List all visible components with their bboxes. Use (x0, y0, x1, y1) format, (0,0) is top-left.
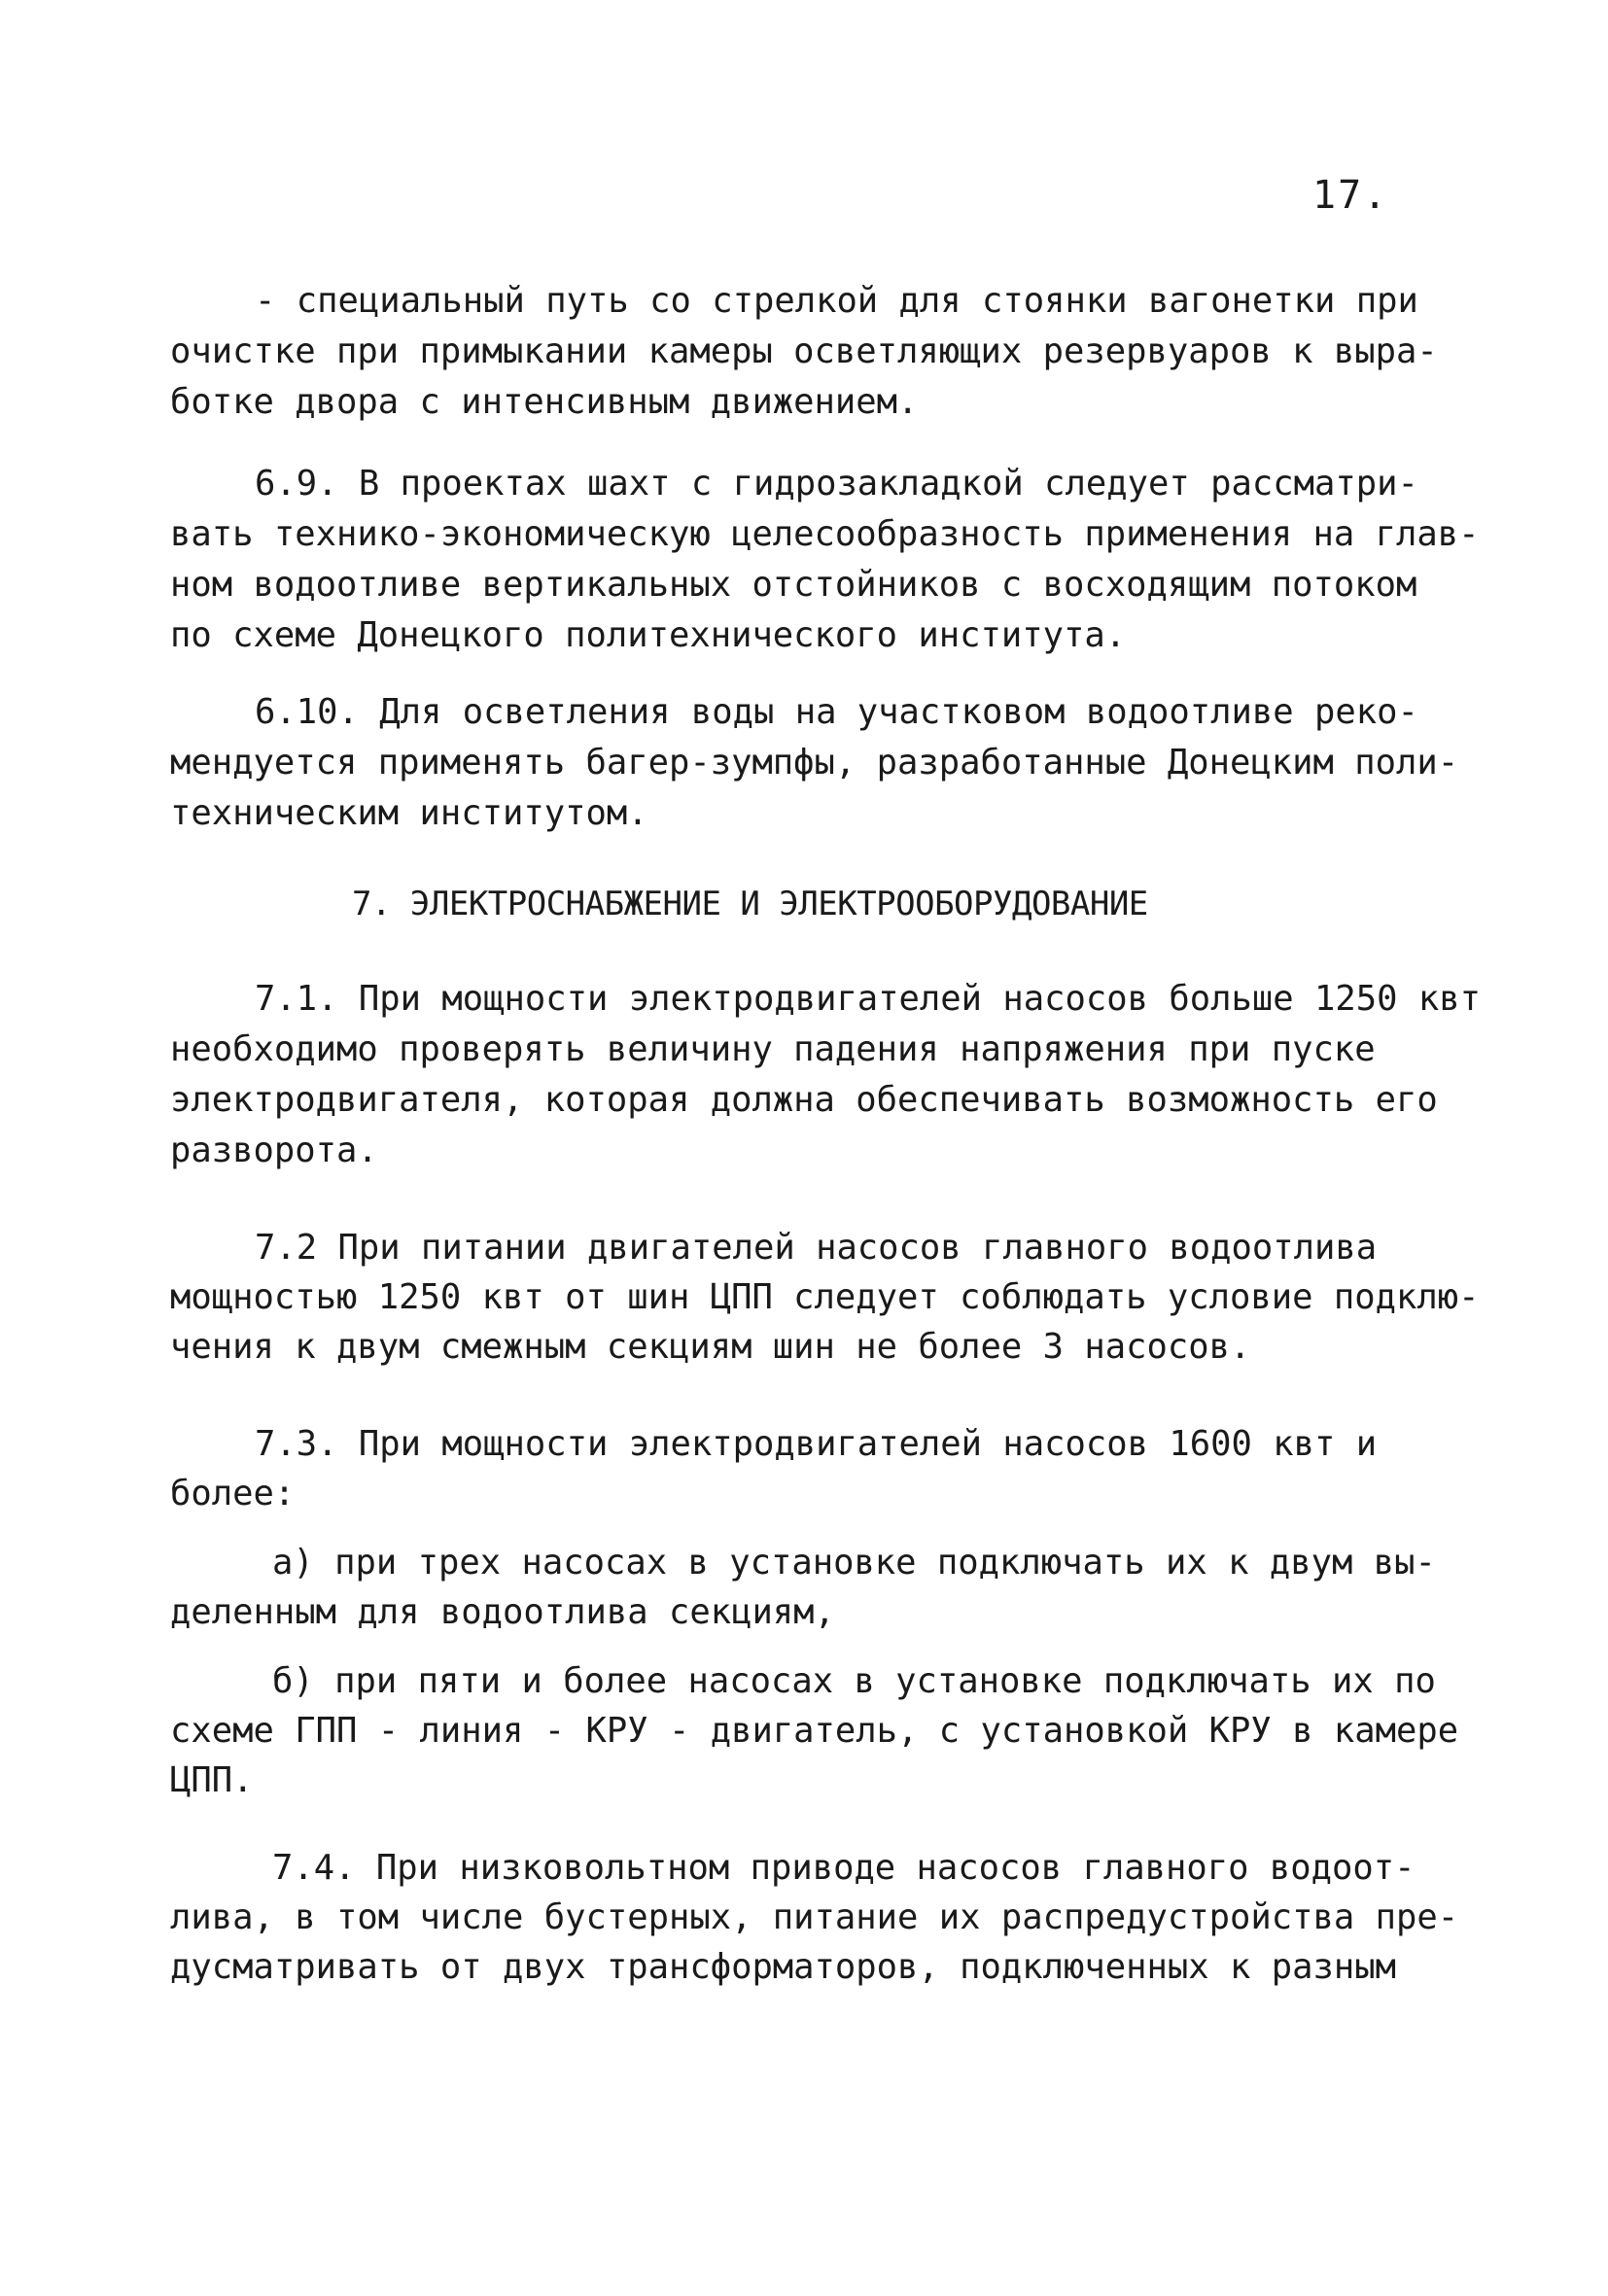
text-line: 7.1. При мощности электродвигателей насосов больше 1250 квт (255, 979, 1481, 1019)
text-line: мендуется применять багер-зумпфы, разработанные Донецким поли- (170, 743, 1459, 783)
text-line: чения к двум смежным секциям шин не более 3 насосов. (170, 1327, 1251, 1367)
text-line: электродвигателя, которая должна обеспечивать возможность его (170, 1080, 1438, 1120)
text-line: по схеме Донецкого политехнического института. (170, 615, 1127, 655)
text-line: - специальный путь со стрелкой для стоянки вагонетки при (255, 281, 1418, 321)
text-line: 6.10. Для осветления воды на участковом водоотливе реко- (255, 692, 1418, 732)
section-heading: 7. ЭЛЕКТРОСНАБЖЕНИЕ И ЭЛЕКТРООБОРУДОВАНИЕ (352, 885, 1148, 923)
text-line: очистке при примыкании камеры осветляющих резервуаров к выра- (170, 331, 1438, 371)
text-line: 7.4. При низковольтном приводе насосов главного водоот- (272, 1848, 1416, 1888)
text-line: б) при пяти и более насосах в установке подключать их по (272, 1661, 1436, 1701)
text-line: схеме ГПП - линия - КРУ - двигатель, с установкой КРУ в камере (170, 1711, 1459, 1751)
text-line: ном водоотливе вертикальных отстойников с восходящим потоком (170, 565, 1417, 605)
text-line: 7.2 При питании двигателей насосов главного водоотлива (255, 1228, 1378, 1268)
text-line: ЦПП. (170, 1760, 254, 1800)
page-number: 17. (1312, 173, 1389, 218)
text-line: более: (170, 1474, 296, 1513)
text-line: а) при трех насосах в установке подключать их к двум вы- (272, 1543, 1436, 1583)
text-line: необходимо проверять величину падения напряжения при пуске (170, 1029, 1376, 1069)
text-line: разворота. (170, 1131, 378, 1170)
text-line: ботке двора с интенсивным движением. (170, 382, 919, 422)
text-line: техническим институтом. (170, 793, 648, 833)
text-line: 6.9. В проектах шахт с гидрозакладкой следует рассматри- (255, 464, 1418, 504)
text-line: 7.3. При мощности электродвигателей насосов 1600 квт и (255, 1424, 1378, 1464)
text-line: вать технико-экономическую целесообразность применения на глав- (170, 514, 1480, 554)
text-line: лива, в том числе бустерных, питание их распредустройства пре- (170, 1897, 1459, 1937)
text-line: дусматривать от двух трансформаторов, подключенных к разным (170, 1947, 1396, 1987)
text-line: мощностью 1250 квт от шин ЦПП следует соблюдать условие подклю- (170, 1277, 1480, 1317)
text-line: деленным для водоотлива секциям, (170, 1592, 835, 1632)
